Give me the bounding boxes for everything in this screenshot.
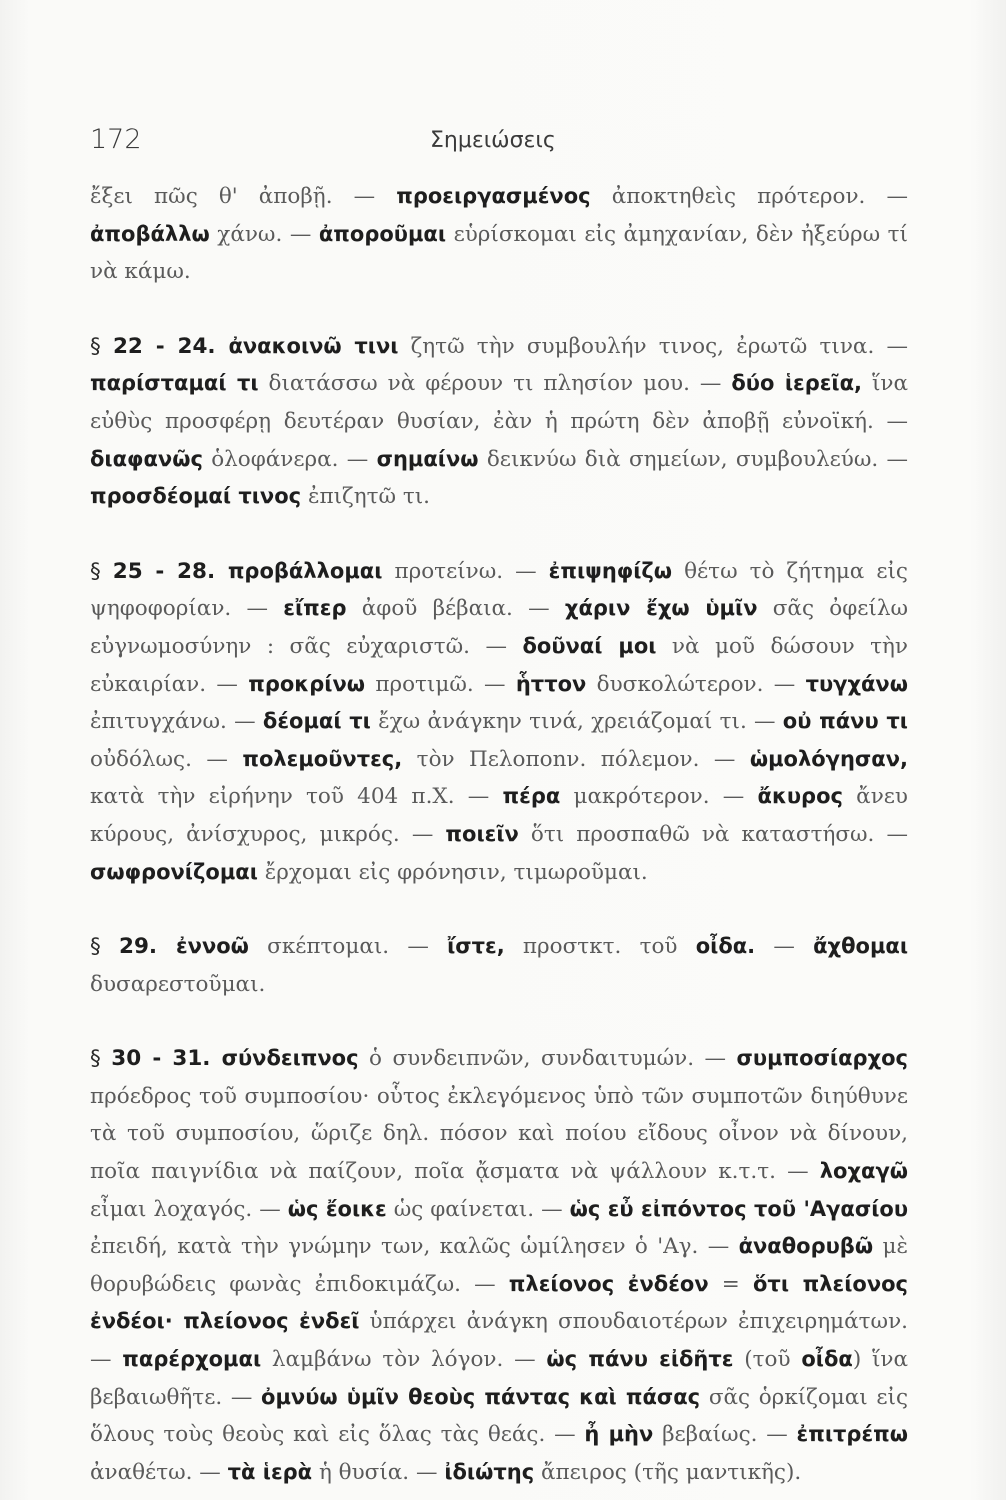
gloss-text: ἐπειδή, κατὰ τὴν γνώμην των, καλῶς ὡμίλησεν ὁ 'Αγ. — xyxy=(90,1234,739,1260)
note-paragraph xyxy=(90,178,908,291)
term-headword: πέρα xyxy=(502,784,561,809)
gloss-text: ἔρχομαι εἰς φρόνησιν, τιμωροῦμαι. xyxy=(257,859,648,885)
gloss-text: διατάσσω νὰ φέρουν τι πλησίον μου. — xyxy=(258,371,732,397)
term-headword: ὡς ἔοικε xyxy=(287,1196,387,1221)
term-headword: δοῦναί μοι xyxy=(522,633,657,658)
gloss-text: ἄνευ κύρους, ἀνίσχυρος, μικρός. — xyxy=(90,784,908,847)
section-number: 22 - 24. xyxy=(112,333,229,359)
gloss-text: μακρότερον. — xyxy=(560,784,758,810)
gloss-text: ὡς φαίνεται. — xyxy=(386,1196,570,1222)
note-paragraph xyxy=(90,928,908,1003)
gloss-text: ) ἵνα βεβαιωθῆτε. — xyxy=(90,1347,909,1410)
gloss-text: ὁλοφάνερα. — xyxy=(202,446,377,472)
term-headword: ποιεῖν xyxy=(445,821,519,846)
gloss-text: ἡ θυσία. — xyxy=(312,1459,445,1485)
term-headword: ὡμολόγησαν, xyxy=(749,746,908,771)
term-headword: ἐπιψηφίζω xyxy=(548,558,673,583)
term-headword: προσδέομαί τινος xyxy=(90,484,302,509)
term-headword: σύνδειπνος xyxy=(221,1046,359,1071)
term-headword: ἴστε, xyxy=(447,934,505,959)
term-headword: ἄχθομαι xyxy=(813,934,909,959)
gloss-text: ἵνα εὐθὺς προσφέρῃ δευτέραν θυσίαν, ἐὰν ἡ πρώτη δὲν ἀποβῇ εὐνοϊκή. — xyxy=(90,371,908,434)
gloss-text: κατὰ τὴν εἰρήνην τοῦ 404 π.Χ. — xyxy=(90,784,503,810)
gloss-text: ἔξει πῶς θ' ἀποβῇ. — xyxy=(90,184,397,209)
term-headword: πολεμοῦντες, xyxy=(242,746,403,771)
term-headword: ἦ μὴν xyxy=(584,1422,654,1447)
term-headword: τὰ ἱερὰ xyxy=(227,1459,313,1484)
notes-body xyxy=(90,178,908,1491)
section-number: 25 - 28. xyxy=(112,558,228,584)
gloss-text: ἔχω ἀνάγκην τινά, χρειάζομαί τι. — xyxy=(370,709,783,735)
term-headword: προκρίνω xyxy=(248,671,365,696)
gloss-text: ζητῶ τὴν συμβουλήν τινος, ἐρωτῶ τινα. — xyxy=(398,333,908,359)
gloss-text: χάνω. — xyxy=(209,221,319,247)
gloss-text: = xyxy=(708,1271,753,1297)
gloss-text: νὰ μοῦ δώσουν τὴν εὐκαιρίαν. — xyxy=(90,633,908,697)
section-sign: § xyxy=(90,558,113,584)
term-headword: χάριν ἔχω ὑμῖν xyxy=(564,596,758,621)
term-headword: ἐννοῶ xyxy=(175,934,249,959)
gloss-text: λαμβάνω τὸν λόγον. — xyxy=(261,1347,547,1373)
term-headword: συμποσίαρχος xyxy=(736,1046,908,1071)
gloss-text: ἐπιτυγχάνω. — xyxy=(90,709,263,735)
term-headword: τυγχάνω xyxy=(805,671,908,696)
gloss-text: ὁ συνδειπνῶν, συνδαιτυμών. — xyxy=(358,1046,737,1072)
term-headword: οἶδα xyxy=(801,1347,853,1372)
section-sign: § xyxy=(90,333,113,359)
term-headword: ἰδιώτης xyxy=(444,1459,535,1484)
gloss-text: θέτω τὸ ζήτημα εἰς ψηφοφορίαν. — xyxy=(90,558,908,622)
term-headword: διαφανῶς xyxy=(90,446,203,471)
gloss-text: οὐδόλως. — xyxy=(90,746,243,772)
page-header xyxy=(90,124,910,164)
term-headword: παρέρχομαι xyxy=(122,1347,262,1372)
term-headword: οὐ πάνυ τι xyxy=(782,709,908,734)
gloss-text: δυσαρεστοῦμαι. xyxy=(90,971,266,997)
term-headword: λοχαγῶ xyxy=(819,1159,908,1184)
running-title: Σημειώσεις xyxy=(430,128,556,153)
gloss-text: βεβαίως. — xyxy=(653,1422,797,1448)
term-headword: ἀποβάλλω xyxy=(90,221,210,246)
section-number: 30 - 31. xyxy=(111,1046,222,1072)
gloss-text: (τοῦ xyxy=(733,1347,802,1373)
term-headword: εἴπερ xyxy=(283,596,347,621)
section-sign: § xyxy=(90,1046,112,1072)
page-number: 172 xyxy=(90,124,142,155)
term-headword: δύο ἱερεῖα, xyxy=(731,371,863,396)
term-headword: ἄκυρος xyxy=(757,784,843,809)
term-headword: ἐπιτρέπω xyxy=(796,1422,909,1447)
section-sign: § xyxy=(90,934,119,960)
gloss-text: ὑπάρχει ἀνάγκη σπουδαιοτέρων ἐπιχειρημάτων. — xyxy=(90,1309,908,1373)
gloss-text: προστκτ. τοῦ xyxy=(504,934,696,960)
term-headword: ὡς πάνυ εἰδῆτε xyxy=(546,1347,734,1372)
gloss-text: ἀποκτηθεὶς πρότερον. — xyxy=(590,184,908,209)
gloss-text: προτιμῶ. — xyxy=(365,671,516,697)
gloss-text: ὅτι προσπαθῶ νὰ καταστήσω. — xyxy=(518,821,908,847)
section-number: 29. xyxy=(118,934,176,960)
term-headword: σημαίνω xyxy=(376,446,479,471)
term-headword: προειργασμένος xyxy=(396,184,591,208)
term-headword: προβάλλομαι xyxy=(227,558,383,583)
note-paragraph xyxy=(90,1040,908,1491)
gloss-text: εὑρίσκομαι εἰς ἀμηχανίαν, δὲν ἠξεύρω τί νὰ κάμω. xyxy=(90,221,908,285)
gloss-text: μὲ θορυβώδεις φωνὰς ἐπιδοκιμάζω. — xyxy=(90,1234,908,1297)
gloss-text: εἶμαι λοχαγός. — xyxy=(90,1196,288,1222)
gloss-text: δυσκολώτερον. — xyxy=(586,671,806,697)
gloss-text: σκέπτομαι. — xyxy=(248,934,448,960)
term-headword: σωφρονίζομαι xyxy=(90,859,258,884)
gloss-text: πρόεδρος τοῦ συμποσίου· οὗτος ἐκλεγόμενος ὑπὸ τῶν συμποτῶν διηύθυνε τὰ τοῦ συμποσίου, ὥριζε δηλ. πόσον καὶ ποίου εἴδους οἶνον νὰ δίνουν, ποῖα παιγνίδια νὰ παίζουν, ποῖα ᾄσματα νὰ ψάλλουν κ.τ.τ. — xyxy=(90,1083,908,1185)
term-headword: ἀναθορυβῶ xyxy=(738,1234,874,1259)
term-headword: ὀμνύω ὑμῖν θεοὺς πάντας καὶ πάσας xyxy=(261,1384,701,1409)
term-headword: παρίσταμαί τι xyxy=(90,371,259,396)
term-headword: ἀνακοινῶ τινι xyxy=(228,333,399,358)
note-paragraph xyxy=(90,328,908,516)
term-headword: ἀποροῦμαι xyxy=(318,221,447,246)
term-headword: ὡς εὖ εἰπόντος τοῦ 'Αγασίου xyxy=(569,1196,909,1221)
term-headword: δέομαί τι xyxy=(262,709,371,734)
gloss-text: προτείνω. — xyxy=(382,558,549,584)
gloss-text: ἀφοῦ βέβαια. — xyxy=(346,596,565,622)
gloss-text: σᾶς ὁρκίζομαι εἰς ὅλους τοὺς θεοὺς καὶ εἰς ὅλας τὰς θεάς. — xyxy=(90,1384,908,1448)
note-paragraph xyxy=(90,553,908,891)
gloss-text: τὸν Πελοποnν. πόλεμον. — xyxy=(402,746,750,772)
gloss-text: — xyxy=(755,934,814,960)
gloss-text: δεικνύω διὰ σημείων, συμβουλεύω. — xyxy=(478,446,909,472)
gloss-text: ἐπιζητῶ τι. xyxy=(301,484,430,510)
term-headword: ὅτι πλείονος ἐνδέοι· πλείονος ἐνδεῖ xyxy=(90,1271,909,1334)
gloss-text: ἄπειρος (τῆς μαντικῆς). xyxy=(534,1459,802,1485)
gloss-text: ἀναθέτω. — xyxy=(90,1459,228,1485)
term-headword: οἶδα. xyxy=(695,934,756,959)
term-headword: πλείονος ἐνδέον xyxy=(508,1271,709,1296)
gloss-text: σᾶς ὀφείλω εὐγνωμοσύνην : σᾶς εὐχαριστῶ. — xyxy=(90,596,908,659)
term-headword: ἧττον xyxy=(515,671,587,696)
